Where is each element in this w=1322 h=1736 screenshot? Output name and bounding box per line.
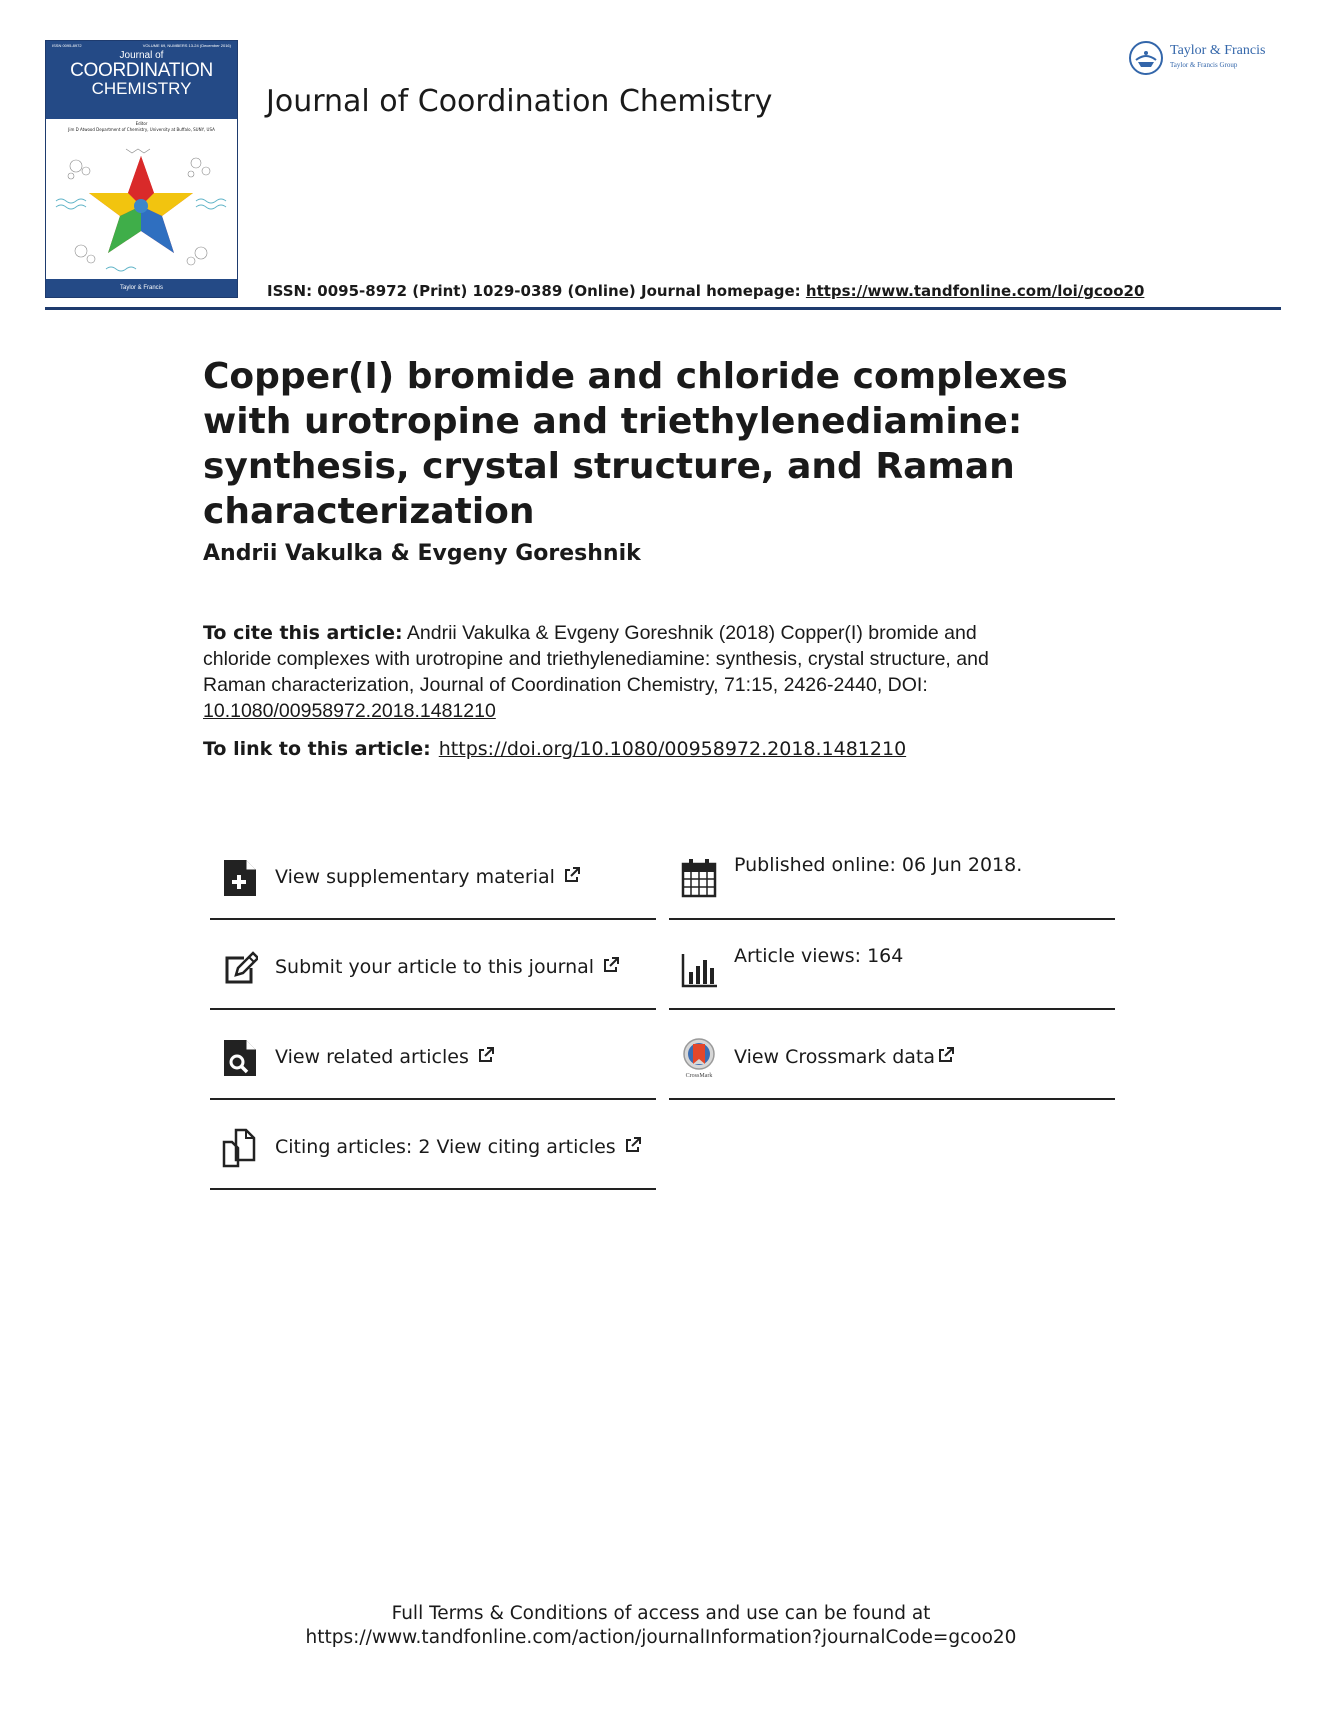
issn-line xyxy=(267,282,1144,300)
crossmark-icon xyxy=(681,1038,717,1078)
publisher-name: Taylor & Francis xyxy=(1170,43,1266,58)
edit-icon xyxy=(222,948,258,988)
related-articles-text: View related articles xyxy=(275,1046,469,1068)
citing-articles-item[interactable] xyxy=(210,1102,656,1190)
bar-chart-icon xyxy=(681,948,717,988)
external-link-icon xyxy=(937,1046,955,1064)
supplementary-material-label xyxy=(275,866,581,888)
publisher-logo[interactable] xyxy=(1128,40,1265,76)
terms-footer-url[interactable]: https://www.tandfonline.com/action/journalInformation?journalCode=gcoo20 xyxy=(305,1627,1017,1648)
cover-journal-line3: CHEMISTRY xyxy=(91,79,192,98)
citation-label: To cite this article: xyxy=(203,622,403,644)
search-document-icon xyxy=(222,1038,258,1078)
crossmark-badge-text: CrossMark xyxy=(685,1073,713,1078)
publisher-lamp-icon xyxy=(1128,40,1164,76)
article-doi-link[interactable]: https://doi.org/10.1080/00958972.2018.1481210 xyxy=(438,738,907,760)
crossmark-item[interactable] xyxy=(669,1012,1115,1100)
citing-articles-text: Citing articles: 2 View citing articles xyxy=(275,1136,616,1158)
cover-editor-name: Jim D Atwood Department of Chemistry, University at Buffalo, SUNY, USA xyxy=(68,127,215,132)
citing-articles-label xyxy=(275,1136,642,1158)
issn-text: ISSN: 0095-8972 (Print) 1029-0389 (Online) Journal homepage: xyxy=(267,282,806,300)
supplementary-material-item[interactable] xyxy=(210,832,656,920)
supplementary-material-text: View supplementary material xyxy=(275,866,555,888)
add-file-icon xyxy=(222,858,258,898)
cover-editor xyxy=(46,121,237,133)
external-link-icon xyxy=(602,956,620,974)
published-online-item xyxy=(669,832,1115,920)
crossmark-label xyxy=(734,1046,955,1068)
external-link-icon xyxy=(624,1136,642,1154)
cover-footer xyxy=(46,279,237,297)
cover-journal-line1: Journal of xyxy=(119,50,164,61)
article-link-line xyxy=(203,738,906,760)
submit-article-label xyxy=(275,956,620,978)
cover-banner xyxy=(46,41,237,119)
journal-cover xyxy=(45,40,238,298)
cover-editor-label: Editor xyxy=(135,121,148,126)
terms-footer xyxy=(0,1602,1322,1650)
cover-journal-line2: COORDINATION xyxy=(70,60,213,81)
calendar-icon xyxy=(681,858,717,898)
article-views-item xyxy=(669,922,1115,1010)
journal-title[interactable]: Journal of Coordination Chemistry xyxy=(266,84,773,119)
citation-doi-link[interactable]: 10.1080/00958972.2018.1481210 xyxy=(203,700,496,722)
related-articles-item[interactable] xyxy=(210,1012,656,1100)
cover-footer-publisher: Taylor & Francis xyxy=(119,285,163,291)
terms-footer-line1: Full Terms & Conditions of access and use can be found at xyxy=(391,1603,931,1624)
header-divider xyxy=(45,307,1281,310)
published-online-label: Published online: 06 Jun 2018. xyxy=(734,854,1023,876)
article-link-label: To link to this article: xyxy=(203,738,431,760)
article-authors: Andrii Vakulka & Evgeny Goreshnik xyxy=(203,541,641,566)
cover-issn: ISSN 0095-8972 xyxy=(52,43,82,48)
crossmark-text: View Crossmark data xyxy=(734,1046,936,1068)
external-link-icon xyxy=(563,866,581,884)
submit-article-item[interactable] xyxy=(210,922,656,1010)
citation-text: Andrii Vakulka & Evgeny Goreshnik (2018) Copper(I) bromide and chloride complexes with urotropine and triethylenediamine: synthesis, crystal structure, and Raman characterization, Journal of Coordination Chemistry, 71:15, 2426-2440, DOI: xyxy=(203,622,989,696)
citation-block xyxy=(203,620,1043,724)
publisher-group: Taylor & Francis Group xyxy=(1170,61,1238,69)
external-link-icon xyxy=(477,1046,495,1064)
cover-star-illustration xyxy=(46,141,237,281)
article-title: Copper(I) bromide and chloride complexes with urotropine and triethylenediamine: synthesis, crystal structure, and Raman characterization xyxy=(203,356,1068,532)
submit-article-text: Submit your article to this journal xyxy=(275,956,595,978)
cover-volume: VOLUME 69, NUMBERS 13-24 (December 2016) xyxy=(142,43,231,48)
related-articles-label xyxy=(275,1046,495,1068)
journal-homepage-link[interactable]: https://www.tandfonline.com/loi/gcoo20 xyxy=(805,282,1145,300)
copy-documents-icon xyxy=(222,1128,258,1168)
article-views-label: Article views: 164 xyxy=(734,945,904,967)
